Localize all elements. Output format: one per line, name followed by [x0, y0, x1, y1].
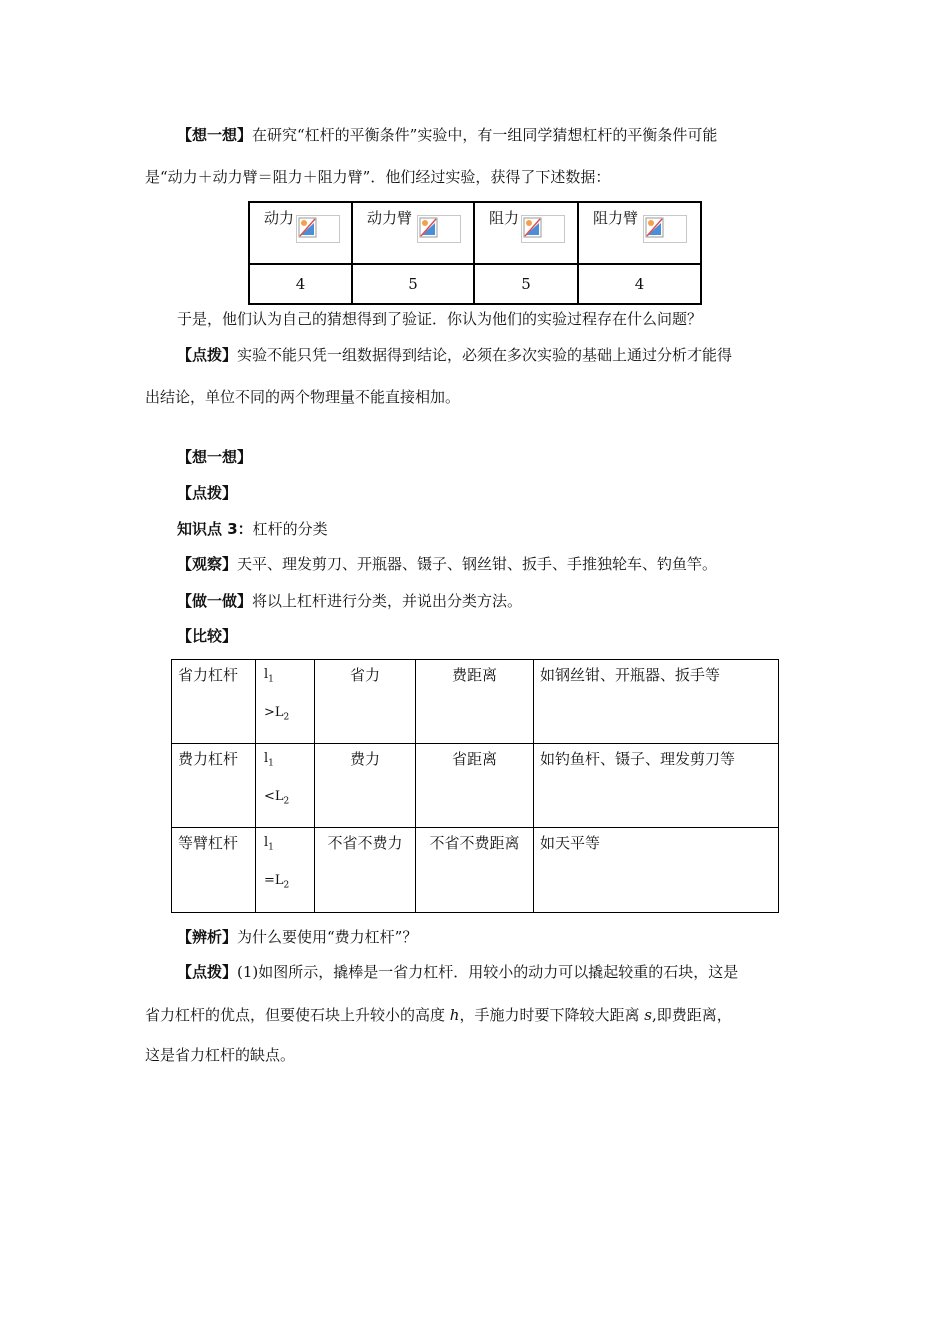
header-label: 阻力臂 [593, 209, 639, 227]
hint-tag: 【点拨】 [177, 346, 238, 364]
effort-cell: 不省不费力 [315, 828, 416, 912]
hint-heading: 【点拨】 [177, 484, 238, 502]
knowledge-point-line [177, 518, 328, 540]
broken-image-icon [521, 215, 565, 243]
table-row [172, 660, 779, 744]
subscript: 1 [268, 758, 274, 769]
broken-image-icon [643, 215, 687, 243]
header-cell-force-arm [352, 202, 474, 264]
value-cell: 5 [352, 264, 474, 304]
table-row [172, 744, 779, 828]
do-it-line [177, 590, 522, 612]
distance-variable: s [644, 1006, 652, 1024]
arm-relation-cell: $l_1$ $<L_2$ [256, 744, 315, 828]
relation-text: =L [264, 872, 284, 888]
effort-cell: 费力 [315, 744, 416, 828]
distance-cell: 省距离 [416, 744, 534, 828]
do-it-tag: 【做一做】 [177, 592, 253, 610]
subscript: 1 [268, 842, 274, 853]
hint3-text-line1: (1)如图所示，撬棒是一省力杠杆．用较小的动力可以撬起较重的石块，这是 [237, 963, 739, 981]
lever-classification-table [171, 659, 779, 913]
distance-cell: 不省不费距离 [416, 828, 534, 912]
relation-text: <L [264, 788, 284, 804]
broken-image-icon [417, 215, 461, 243]
think-tag: 【想一想】 [177, 126, 253, 144]
value-cell: 5 [474, 264, 578, 304]
do-it-text: 将以上杠杆进行分类，并说出分类方法。 [252, 592, 523, 610]
observe-line [177, 553, 717, 575]
header-label: 动力臂 [367, 209, 413, 227]
examples-cell: 如钢丝钳、开瓶器、扳手等 [534, 660, 779, 744]
value-cell: 4 [249, 264, 352, 304]
knowledge-tag: 知识点 3： [177, 520, 253, 538]
table-row [172, 828, 779, 912]
analysis-line [177, 926, 417, 948]
experiment-data-table [248, 201, 702, 305]
header-label: 动力 [264, 209, 295, 227]
think-heading: 【想一想】 [177, 448, 253, 466]
broken-image-icon [296, 215, 340, 243]
value-cell: 4 [578, 264, 701, 304]
observe-tag: 【观察】 [177, 555, 238, 573]
hint3-text-part: 省力杠杆的优点，但要使石块上升较小的高度 [145, 1006, 450, 1024]
think-paragraph-line2: 是“动力＋动力臂＝阻力＋阻力臂”．他们经过实验，获得了下述数据： [145, 168, 611, 186]
subscript: 1 [268, 674, 274, 685]
hint3-line2 [145, 1004, 732, 1026]
hint-text-line1: 实验不能只凭一组数据得到结论，必须在多次实验的基础上通过分析才能得 [237, 346, 733, 364]
think-text-line1: 在研究“杠杆的平衡条件”实验中，有一组同学猜想杠杆的平衡条件可能 [252, 126, 718, 144]
header-cell-resistance-arm [578, 202, 701, 264]
examples-cell: 如天平等 [534, 828, 779, 912]
lever-type-cell: 等臂杠杆 [172, 828, 256, 912]
hint3-line3: 这是省力杠杆的缺点。 [145, 1046, 296, 1064]
effort-cell: 省力 [315, 660, 416, 744]
hint3-text-part: ，手施力时要下降较大距离 [459, 1006, 645, 1024]
examples-cell: 如钓鱼杆、镊子、理发剪刀等 [534, 744, 779, 828]
distance-cell: 费距离 [416, 660, 534, 744]
think-paragraph-line1 [177, 124, 717, 146]
analysis-text: 为什么要使用“费力杠杆”？ [237, 928, 418, 946]
lever-type-cell: 费力杠杆 [172, 744, 256, 828]
hint-paragraph-line1 [177, 344, 732, 366]
header-cell-force [249, 202, 352, 264]
arm-relation-cell: $l_1$ $=L_2$ [256, 828, 315, 912]
relation-text: >L [264, 704, 284, 720]
compare-heading: 【比较】 [177, 627, 238, 645]
observe-text: 天平、理发剪刀、开瓶器、镊子、钢丝钳、扳手、手推独轮车、钓鱼竿。 [237, 555, 718, 573]
hint3-tag: 【点拨】 [177, 963, 238, 981]
hint-paragraph-line2: 出结论，单位不同的两个物理量不能直接相加。 [145, 388, 461, 406]
header-cell-resistance [474, 202, 578, 264]
height-variable: h [449, 1006, 460, 1024]
knowledge-text: 杠杆的分类 [252, 520, 328, 538]
analysis-tag: 【辨析】 [177, 928, 238, 946]
after-table-text: 于是，他们认为自己的猜想得到了验证．你认为他们的实验过程存在什么问题？ [177, 310, 703, 328]
header-label: 阻力 [489, 209, 520, 227]
hint3-line1 [177, 961, 738, 983]
hint3-text-part: ,即费距离， [651, 1006, 732, 1024]
arm-relation-cell: $l_1$ $>L_2$ [256, 660, 315, 744]
lever-type-cell: 省力杠杆 [172, 660, 256, 744]
